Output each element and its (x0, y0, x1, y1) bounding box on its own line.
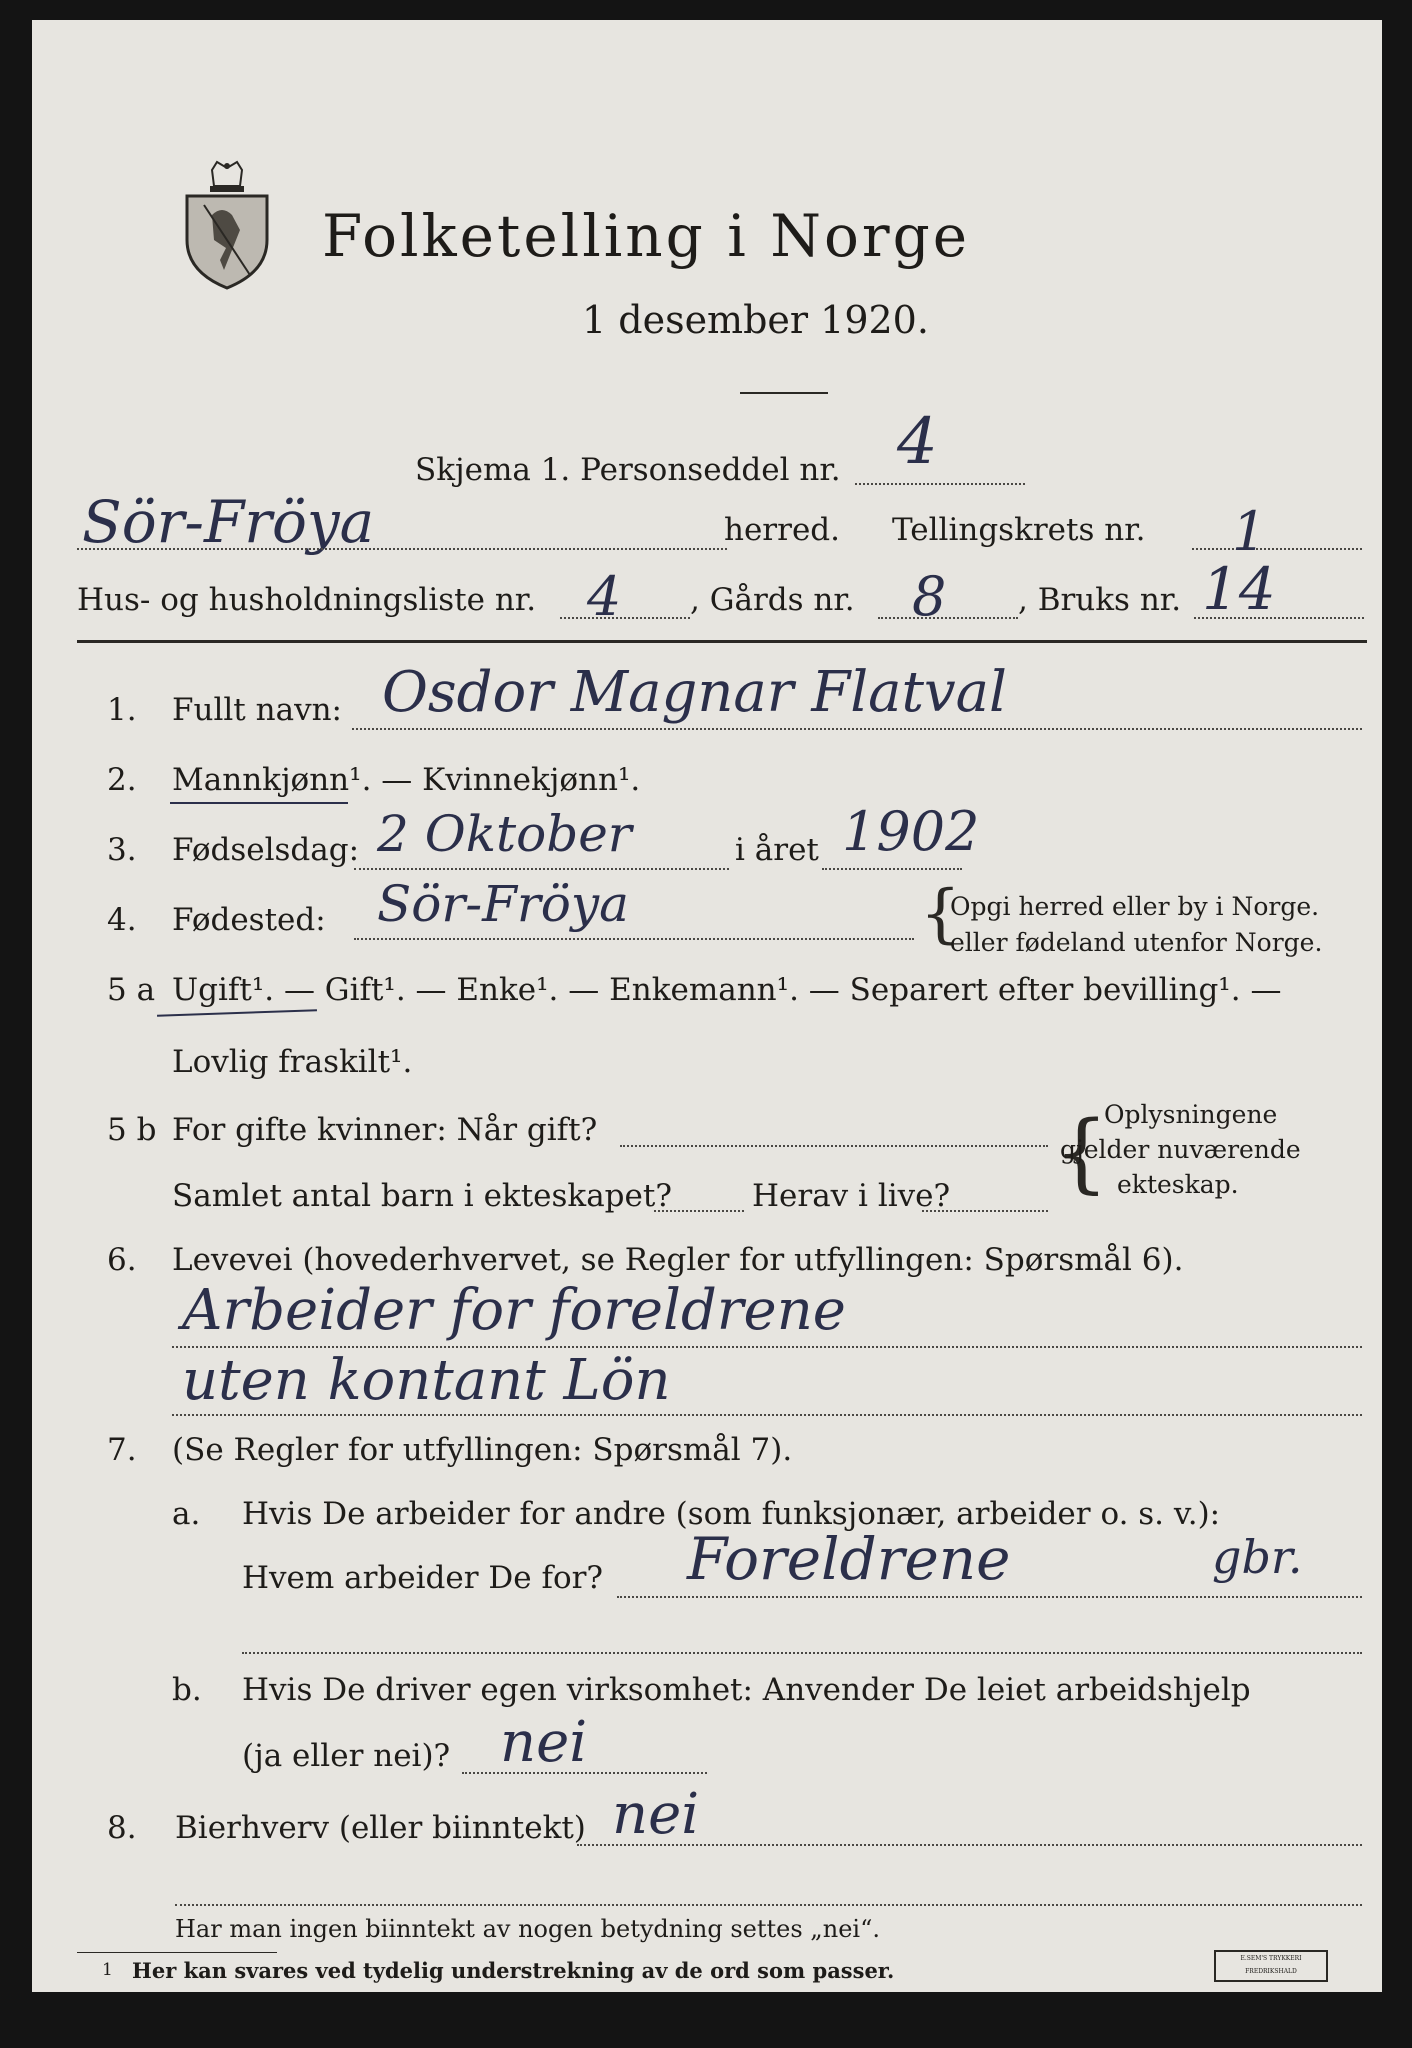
footnote-rule (77, 1952, 277, 1953)
q7a-note: gbr. (1212, 1530, 1303, 1584)
q5a-options-line-1: Ugift¹. — Gift¹. — Enke¹. — Enkemann¹. — Separert efter bevilling¹. — (172, 972, 1282, 1008)
q5a-underline-mark (157, 1009, 317, 1017)
q3-dotted-line (354, 868, 729, 870)
q7-label: (Se Regler for utfyllingen: Spørsmål 7). (172, 1432, 793, 1468)
q7-number: 7. (107, 1432, 137, 1468)
q4-note-1: Opgi herred eller by i Norge. (950, 892, 1320, 921)
q4-number: 4. (107, 902, 137, 938)
husliste-label: Hus- og husholdningsliste nr. (77, 582, 537, 618)
q5b-alive-dotted-line (922, 1210, 1048, 1212)
tellingskrets-number: 1 (1232, 500, 1267, 563)
bruks-number: 14 (1202, 555, 1276, 623)
q3-year: 1902 (842, 800, 980, 863)
q6-number: 6. (107, 1242, 137, 1278)
printer-stamp: E.SEM'S TRYKKERI FREDRIKSHALD (1214, 1950, 1328, 1982)
tellingskrets-label: Tellingskrets nr. (892, 512, 1146, 548)
gards-dotted-line (878, 617, 1018, 619)
schema-label: Skjema 1. Personseddel nr. (415, 452, 841, 488)
q1-number: 1. (107, 692, 137, 728)
q5b-label-3: Herav i live? (752, 1178, 951, 1214)
census-date: 1 desember 1920. (582, 298, 929, 342)
q6-answer-1: Arbeider for foreldrene (182, 1278, 846, 1343)
husliste-dotted-line (560, 617, 690, 619)
q7a-dotted-line-1 (617, 1596, 1362, 1598)
q7b-label: (ja eller nei)? (242, 1738, 451, 1774)
schema-number: 4 (897, 405, 938, 479)
q4-dotted-line (354, 938, 914, 940)
q5b-note-3: ekteskap. (1117, 1170, 1239, 1199)
herred-name: Sör-Fröya (82, 488, 375, 556)
q2-label: Mannkjønn¹. — Kvinnekjønn¹. (172, 762, 641, 798)
q5b-note-2: gjelder nuværende (1060, 1135, 1301, 1164)
q3-number: 3. (107, 832, 137, 868)
footnote-text: Her kan svares ved tydelig understrekning av de ord som passer. (132, 1958, 895, 1983)
bleed-through-text (1212, 100, 1220, 128)
schema-dotted-line (855, 483, 1025, 485)
husliste-number: 4 (587, 565, 622, 628)
q4-brace: { (920, 877, 961, 951)
q2-number: 2. (107, 762, 137, 798)
q2-underline-mark (170, 802, 348, 804)
gards-label: , Gårds nr. (690, 582, 855, 618)
coat-of-arms-icon (182, 160, 272, 290)
q8-answer: nei (612, 1782, 700, 1847)
q1-dotted-line (352, 728, 1362, 730)
q5b-label-1: For gifte kvinner: Når gift? (172, 1112, 598, 1148)
q6-dotted-line-2 (172, 1414, 1362, 1416)
q5b-children-dotted-line (654, 1210, 744, 1212)
q7a-label: Hvem arbeider De for? (242, 1560, 604, 1596)
title-divider (740, 392, 828, 394)
q7b-text: Hvis De driver egen virksomhet: Anvender De leiet arbeidshjelp (242, 1672, 1251, 1708)
q8-number: 8. (107, 1810, 137, 1846)
form-title: Folketelling i Norge (322, 202, 971, 270)
q3-year-label: i året (735, 832, 819, 868)
gards-number: 8 (912, 565, 947, 628)
q5a-number: 5 a (107, 972, 156, 1008)
q7a-number: a. (172, 1496, 201, 1532)
footnote-mark: 1 (102, 1960, 113, 1980)
q7a-text: Hvis De arbeider for andre (som funksjonær, arbeider o. s. v.): (242, 1496, 1221, 1532)
q7a-answer: Foreldrene (687, 1525, 1011, 1593)
q5b-label-2: Samlet antal barn i ekteskapet? (172, 1178, 672, 1214)
q8-label: Bierhverv (eller biinntekt) (175, 1810, 586, 1846)
q4-note-2: eller fødeland utenfor Norge. (950, 928, 1323, 957)
q4-answer: Sör-Fröya (377, 875, 629, 933)
q5b-note-1: Oplysningene (1104, 1100, 1278, 1129)
tellingskrets-dotted-line (1192, 548, 1362, 550)
q5b-brace: { (1054, 1103, 1109, 1203)
q8-dotted-line-2 (175, 1904, 1362, 1906)
q5b-married-dotted-line (620, 1145, 1048, 1147)
q1-answer: Osdor Magnar Flatval (382, 660, 1007, 725)
q6-answer-2: uten kontant Lön (182, 1348, 671, 1413)
q3-year-dotted-line (822, 868, 962, 870)
form-page (32, 20, 1382, 1992)
q7b-number: b. (172, 1672, 202, 1708)
footer-note: Har man ingen biinntekt av nogen betydning settes „nei“. (175, 1915, 880, 1943)
header-rule (77, 640, 1367, 643)
q6-label: Levevei (hovederhvervet, se Regler for utfyllingen: Spørsmål 6). (172, 1242, 1184, 1278)
q3-label: Fødselsdag: (172, 832, 360, 868)
q7a-dotted-line-2 (242, 1652, 1362, 1654)
q4-label: Fødested: (172, 902, 326, 938)
q7b-answer: nei (500, 1710, 588, 1775)
q5a-options-line-2: Lovlig fraskilt¹. (172, 1044, 413, 1080)
herred-dotted-line (77, 548, 727, 550)
q5b-number: 5 b (107, 1112, 157, 1148)
herred-label: herred. (724, 512, 840, 548)
bruks-label: , Bruks nr. (1018, 582, 1182, 618)
q1-label: Fullt navn: (172, 692, 342, 728)
q3-answer: 2 Oktober (377, 805, 632, 863)
